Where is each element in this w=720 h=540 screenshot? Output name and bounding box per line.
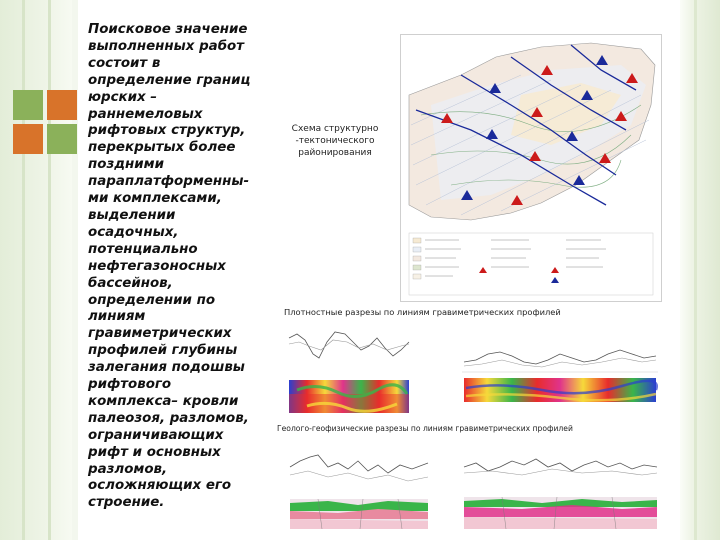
decor-emblem-icon: [13, 90, 77, 154]
density-section-left: [287, 320, 411, 415]
left-decor-stripe-inner: [72, 0, 78, 540]
scheme-caption: Схема структурно -тектонического районирования: [291, 124, 379, 158]
geo-section-left: [288, 437, 430, 532]
geo-section-right: [462, 437, 659, 532]
density-sections-caption: Плотностные разрезы по линиям гравиметрических профилей: [284, 307, 561, 317]
decor-line: [694, 0, 697, 540]
main-paragraph: Поисковое значение выполненных работ состоит в определение границ юрских – раннемеловых рифтовых структур, перекрытых более поздними параплатформенны- ми комплексами, выделении осадочных, потенциально нефтегазоносных бассейнов, определении по линиям гравиметрических профилей глубины залегания подошвы рифтового комплекса– кровли палеозоя, разломов, ограничивающих рифт и основных разломов, осложняющих его строение.: [88, 22, 251, 511]
geo-sections-caption: Геолого-геофизические разрезы по линиям гравиметрических профилей: [277, 424, 573, 433]
left-decor-stripe: [0, 0, 72, 540]
decor-line: [48, 0, 51, 540]
right-decor-stripe: [680, 0, 720, 540]
tectonic-scheme-map: [400, 34, 662, 302]
density-section-right: [462, 332, 658, 416]
decor-line: [22, 0, 25, 540]
